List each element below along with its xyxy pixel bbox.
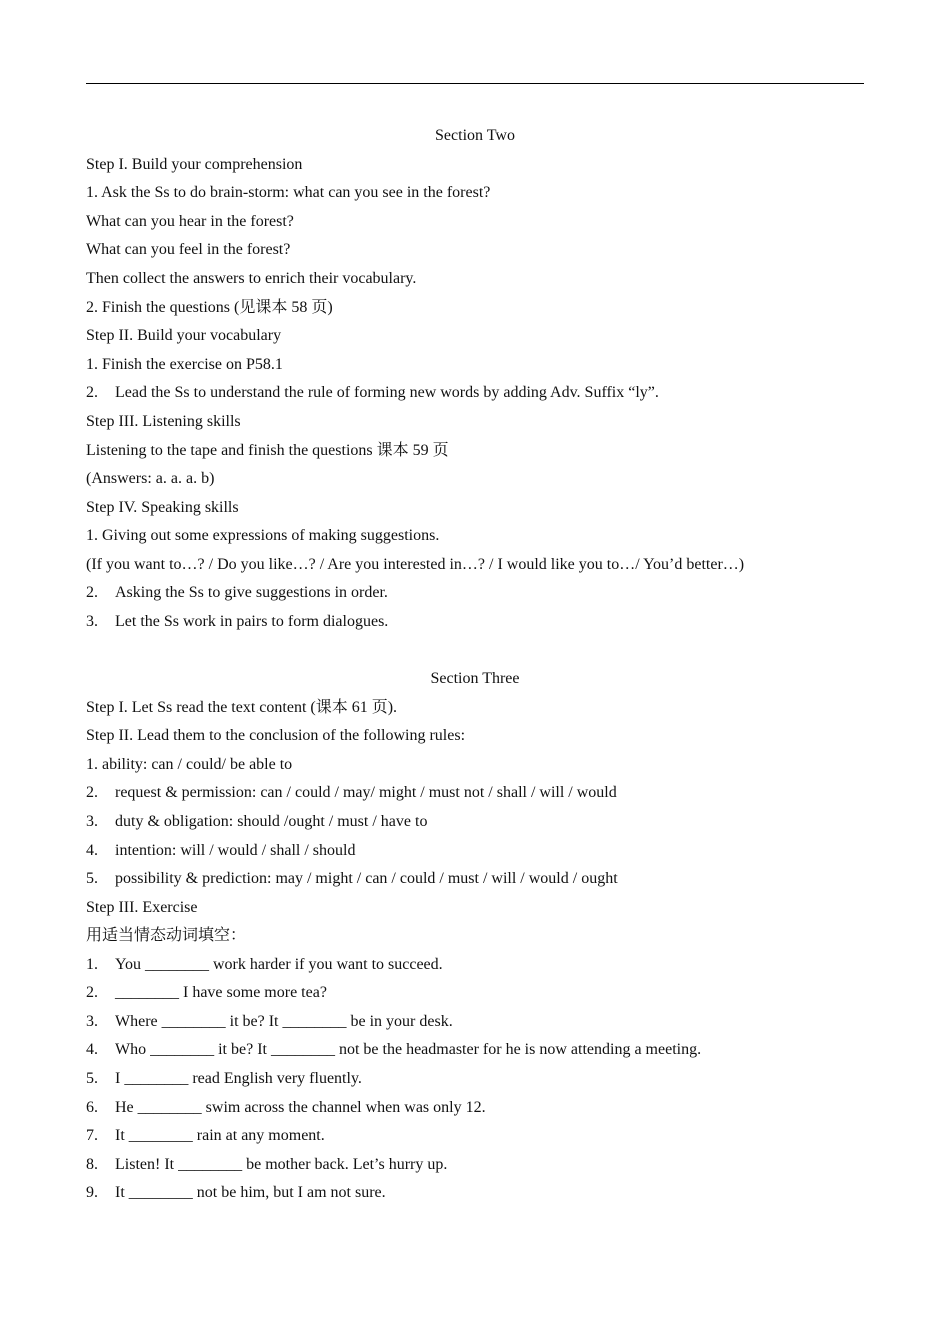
item-number: 1. — [86, 956, 98, 973]
item-text: request & permission: can / could / may/ might / must not / shall / will / would — [115, 784, 617, 801]
exercise-instruction: 用适当情态动词填空： — [86, 927, 247, 944]
exercise-item — [86, 1098, 486, 1118]
step-2-heading: Step II. Build your vocabulary — [86, 327, 282, 344]
text-line: Listening to the tape and finish the questions 课本 59 页 — [86, 442, 449, 459]
item-text: It ________ rain at any moment. — [115, 1127, 325, 1144]
exercise-item — [86, 1126, 325, 1146]
item-number: 3. — [86, 813, 98, 830]
rule-item — [86, 812, 427, 832]
item-number: 2. — [86, 984, 98, 1001]
item-number: 5. — [86, 870, 98, 887]
text-line: What can you feel in the forest? — [86, 241, 291, 258]
item-text: Lead the Ss to understand the rule of forming new words by adding Adv. Suffix “ly”. — [115, 384, 659, 401]
item-text: Listen! It ________ be mother back. Let’s hurry up. — [115, 1156, 448, 1173]
text-line: Then collect the answers to enrich their vocabulary. — [86, 270, 417, 287]
exercise-item — [86, 955, 443, 975]
text-line: 1. ability: can / could/ be able to — [86, 756, 293, 773]
text-line: (If you want to…? / Do you like…? / Are you interested in…? / I would like you to…/ You’d better…) — [86, 556, 745, 573]
item-number: 5. — [86, 1070, 98, 1087]
step-1-heading: Step I. Let Ss read the text content (课本 61 页). — [86, 699, 398, 716]
item-number: 7. — [86, 1127, 98, 1144]
exercise-heading: Step III. Exercise — [86, 899, 198, 916]
item-text: He ________ swim across the channel when was only 12. — [115, 1099, 486, 1116]
step-2-heading: Step II. Lead them to the conclusion of the following rules: — [86, 727, 466, 744]
item-number: 4. — [86, 1041, 98, 1058]
header-rule — [86, 83, 864, 84]
step-3-heading: Step III. Listening skills — [86, 413, 241, 430]
item-number: 3. — [86, 1013, 98, 1030]
step-4-heading: Step IV. Speaking skills — [86, 499, 239, 516]
item-text: possibility & prediction: may / might / can / could / must / will / would / ought — [115, 870, 618, 887]
text-line: 1. Ask the Ss to do brain-storm: what can you see in the forest? — [86, 184, 491, 201]
item-number: 9. — [86, 1184, 98, 1201]
rule-item — [86, 841, 355, 861]
exercise-item — [86, 1012, 453, 1032]
item-text: Where ________ it be? It ________ be in your desk. — [115, 1013, 453, 1030]
text-line: 1. Finish the exercise on P58.1 — [86, 356, 283, 373]
section-two-title: Section Two — [435, 127, 515, 144]
item-text: Asking the Ss to give suggestions in order. — [115, 584, 388, 601]
item-text: Let the Ss work in pairs to form dialogues. — [115, 613, 389, 630]
item-text: duty & obligation: should /ought / must / have to — [115, 813, 428, 830]
item-text: intention: will / would / shall / should — [115, 842, 356, 859]
exercise-item — [86, 1040, 701, 1060]
exercise-item — [86, 983, 327, 1003]
item-text: It ________ not be him, but I am not sure. — [115, 1184, 386, 1201]
item-number: 2. — [86, 784, 98, 801]
step-1-heading: Step I. Build your comprehension — [86, 156, 303, 173]
rule-item — [86, 783, 617, 803]
exercise-item — [86, 1155, 447, 1175]
text-line: 1. Giving out some expressions of making suggestions. — [86, 527, 440, 544]
exercise-item — [86, 1069, 362, 1089]
text-line: 2. Finish the questions (见课本 58 页) — [86, 299, 333, 316]
item-number: 2. — [86, 584, 98, 601]
item-text: Who ________ it be? It ________ not be the headmaster for he is now attending a meeting. — [115, 1041, 702, 1058]
item-text: ________ I have some more tea? — [115, 984, 327, 1001]
item-number: 2. — [86, 384, 98, 401]
list-item — [86, 583, 388, 603]
text-line: What can you hear in the forest? — [86, 213, 294, 230]
item-text: I ________ read English very fluently. — [115, 1070, 362, 1087]
rule-item — [86, 869, 618, 889]
text-line: (Answers: a. a. a. b) — [86, 470, 215, 487]
list-item — [86, 383, 659, 403]
item-number: 4. — [86, 842, 98, 859]
list-item — [86, 612, 388, 632]
section-three-title: Section Three — [430, 670, 520, 687]
item-number: 6. — [86, 1099, 98, 1116]
item-number: 3. — [86, 613, 98, 630]
item-text: You ________ work harder if you want to succeed. — [115, 956, 443, 973]
exercise-item — [86, 1183, 386, 1203]
item-number: 8. — [86, 1156, 98, 1173]
